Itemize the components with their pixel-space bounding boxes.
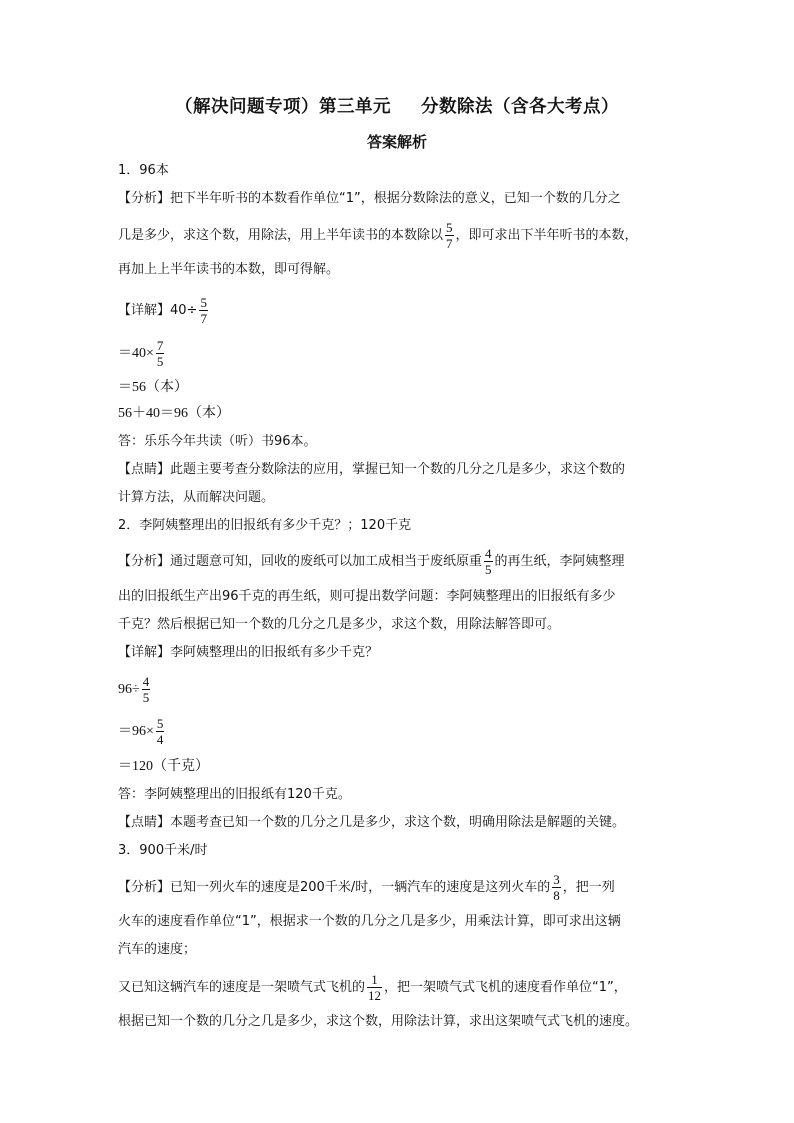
fraction-denominator: 8 bbox=[553, 888, 560, 903]
fraction bbox=[199, 295, 208, 326]
q3-analysis-line-4-text-a: 又已知这辆汽车的速度是一架喷气式飞机的 bbox=[118, 980, 366, 995]
q1-step-4: 56＋40＝96（本） bbox=[118, 406, 230, 421]
fraction-denominator: 5 bbox=[156, 354, 164, 369]
q1-step-3: ＝56（本） bbox=[118, 380, 188, 395]
fraction bbox=[156, 338, 165, 369]
title-part-1: （解决问题专项）第三单元 bbox=[175, 97, 391, 117]
q3-analysis-line-2: 火车的速度看作单位“1”，根据求一个数的几分之几是多少，用乘法计算，即可求出这辆 bbox=[118, 914, 621, 929]
q3-analysis-line-5: 根据已知一个数的几分之几是多少，求这个数，用除法计算，求出这架喷气式飞机的速度。 bbox=[118, 1014, 639, 1029]
q2-analysis-line-1-text-b: 的再生纸，李阿姨整理 bbox=[494, 554, 625, 569]
fraction-denominator: 5 bbox=[142, 690, 150, 705]
fraction-numerator: 4 bbox=[485, 546, 492, 561]
q1-comment-line-2: 计算方法，从而解决问题。 bbox=[118, 490, 275, 505]
fraction-numerator: 5 bbox=[200, 295, 207, 310]
q2-analysis-line-1 bbox=[118, 546, 625, 577]
fraction-numerator: 7 bbox=[156, 338, 164, 353]
q1-analysis-line-3: 再加上上半年读书的本数，即可得解。 bbox=[118, 262, 340, 277]
q3-analysis-line-3: 汽车的速度； bbox=[118, 942, 197, 957]
q2-detail: 【详解】李阿姨整理出的旧报纸有多少千克？ bbox=[118, 645, 379, 660]
q2-step-2-text: ＝96× bbox=[118, 724, 154, 739]
q2-analysis-line-1-text-a: 【分析】通过题意可知，回收的废纸可以加工成相当于废纸原重 bbox=[118, 554, 483, 569]
q2-comment: 【点睛】本题考查已知一个数的几分之几是多少，求这个数，明确用除法是解题的关键。 bbox=[118, 815, 626, 830]
fraction bbox=[484, 546, 493, 577]
q3-analysis-line-1-text-b: ，把一列 bbox=[562, 880, 615, 895]
q2-step-1 bbox=[118, 674, 152, 705]
fraction-denominator: 12 bbox=[368, 988, 382, 1003]
q3-analysis-line-4 bbox=[118, 972, 627, 1003]
q2-step-1-text: 96÷ bbox=[118, 682, 140, 697]
q1-answer: 1．96本 bbox=[118, 163, 169, 178]
q1-analysis-line-2 bbox=[118, 220, 638, 251]
q3-analysis-line-1-text-a: 【分析】已知一列火车的速度是200千米/时，一辆汽车的速度是这列火车的 bbox=[118, 880, 551, 895]
q3-analysis-line-4-text-b: ，把一架喷气式飞机的速度看作单位“1”， bbox=[384, 980, 627, 995]
q1-detail-label: 【详解】40÷ bbox=[118, 303, 198, 318]
q1-comment-line-1: 【点睛】此题主要考查分数除法的应用，掌握已知一个数的几分之几是多少，求这个数的 bbox=[118, 462, 626, 477]
fraction-numerator: 5 bbox=[156, 716, 164, 731]
fraction bbox=[156, 716, 165, 747]
fraction-numerator: 1 bbox=[371, 972, 378, 987]
q3-answer: 3．900千米/时 bbox=[118, 843, 208, 858]
q2-analysis-line-2: 出的旧报纸生产出96千克的再生纸，则可提出数学问题：李阿姨整理出的旧报纸有多少 bbox=[118, 589, 616, 604]
page-title bbox=[0, 93, 794, 118]
fraction bbox=[445, 220, 454, 251]
q2-analysis-line-3: 千克？然后根据已知一个数的几分之几是多少，求这个数，用除法解答即可。 bbox=[118, 617, 561, 632]
fraction-denominator: 5 bbox=[485, 562, 492, 577]
q2-step-2 bbox=[118, 716, 166, 747]
q1-analysis-line-1: 【分析】把下半年听书的本数看作单位“1”，根据分数除法的意义，已知一个数的几分之 bbox=[118, 191, 621, 206]
fraction-numerator: 4 bbox=[142, 674, 150, 689]
fraction bbox=[367, 972, 382, 1003]
fraction-numerator: 3 bbox=[553, 872, 560, 887]
fraction bbox=[552, 872, 561, 903]
q1-analysis-line-2-text-a: 几是多少，求这个数，用除法，用上半年读书的本数除以 bbox=[118, 228, 444, 243]
fraction-denominator: 7 bbox=[200, 311, 207, 326]
q1-detail-line bbox=[118, 295, 210, 326]
title-part-2: 分数除法（含各大考点） bbox=[421, 97, 619, 117]
q1-step-2 bbox=[118, 338, 166, 369]
fraction-numerator: 5 bbox=[446, 220, 453, 235]
fraction bbox=[142, 674, 151, 705]
page-subtitle: 答案解析 bbox=[366, 133, 427, 151]
q2-step-3: ＝120（千克） bbox=[118, 759, 209, 774]
q1-analysis-line-2-text-b: ，即可求出下半年听书的本数， bbox=[455, 228, 638, 243]
fraction-denominator: 4 bbox=[156, 732, 164, 747]
fraction-denominator: 7 bbox=[446, 236, 453, 251]
q2-answer: 2．李阿姨整理出的旧报纸有多少千克？；120千克 bbox=[118, 518, 412, 533]
q1-reply: 答：乐乐今年共读（听）书96本。 bbox=[118, 434, 317, 449]
q2-reply: 答：李阿姨整理出的旧报纸有120千克。 bbox=[118, 787, 351, 802]
q1-step-2-text: ＝40× bbox=[118, 346, 154, 361]
q3-analysis-line-1 bbox=[118, 872, 615, 903]
